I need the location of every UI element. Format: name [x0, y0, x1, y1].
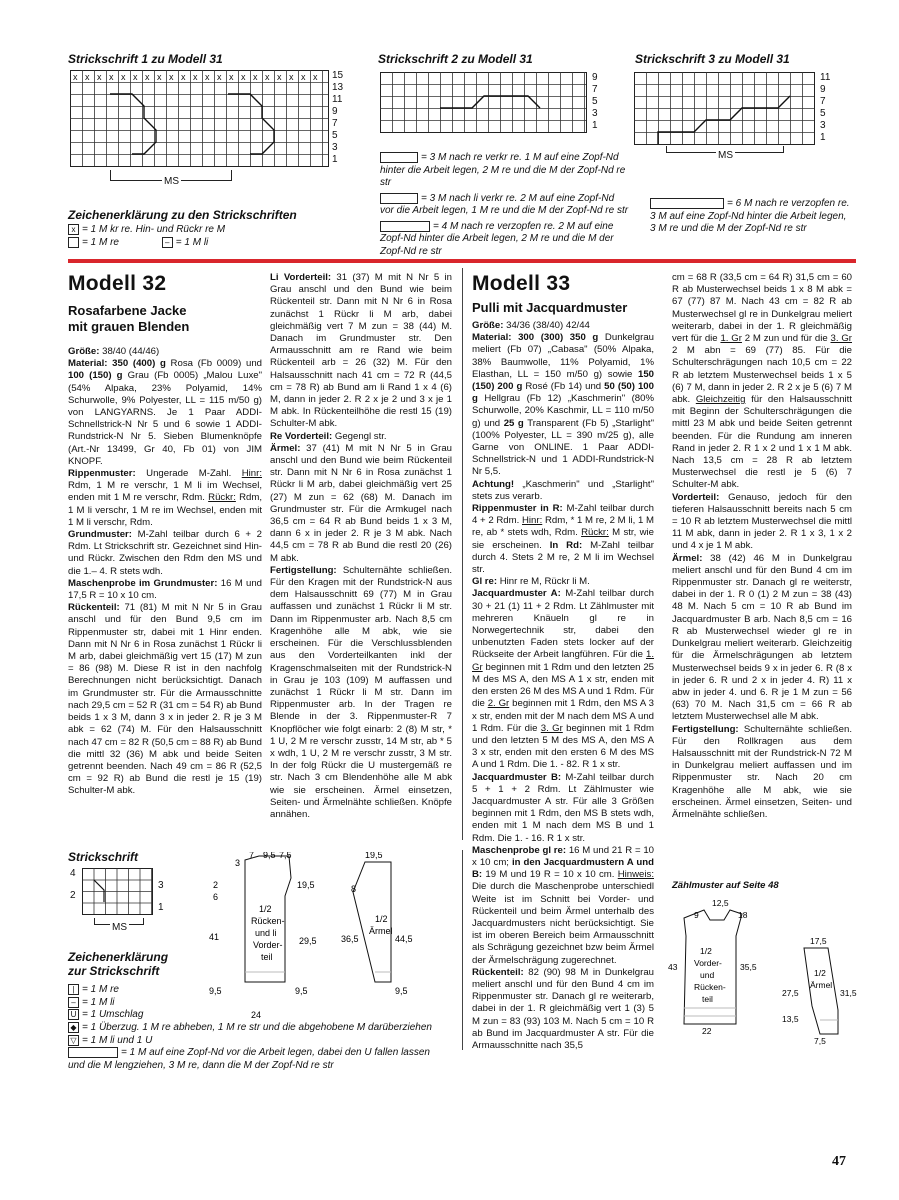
row-num: 9	[820, 84, 826, 95]
chart2-svg	[380, 72, 588, 134]
paragraph: cm = 68 R (33,5 cm = 64 R) 31,5 cm = 60 R ab Musterwechsel beids 1 x 8 M abk = 67 (77) 87 M. Nach 43 cm = 82 R ab Musterwechsel gl re in Dunkelgrau meliert weiterarb, dabei in der 1. R gleichmäßig vert für die 1. Gr 2 M zun und für die 3. Gr 2 M abn = 69 (77) 85. Für die Schulterschrägungen nach 10,5 cm = 22 R ab letztem Musterwechsel beids 1 x 5 (6) 7 M, dann in jeder 2. R 2 x je 5 (6) 7 M abk. Gleichzeitig für den Halsausschnitt mit Beginn der Schulterschrägungen die mittl 23 M abk und beide Seiten getrennt beenden. Für die Rundung am inneren Rand in jeder 2. R 1 x 2 und 1 x 1 M abk. Nach 13,5 cm = 28 R ab letztem Musterwechsel die restl je 5 (6) 7 Schulter-M abk.	[672, 272, 852, 491]
paragraph: Rippenmuster in R: M-Zahl teilbar durch 4 + 2 Rdm. Hinr: Rdm, * 1 M re, 2 M li, 1 M re, ab * stets wdh, Rdm. Rückr: M str, wie sie erscheinen. In Rd: M-Zahl teilbar durch 4. Stets 2 M re, 2 M li im Wechsel str.	[472, 503, 655, 576]
column-rule	[462, 268, 463, 840]
dim: 19,5	[297, 880, 315, 890]
legend-text: = 1 M li und 1 U	[82, 1034, 153, 1046]
back-label-4: Vorder-	[253, 940, 283, 950]
chart1-cable-left	[110, 94, 156, 154]
chart3-row-numbers	[820, 72, 840, 144]
chart1-grid	[70, 70, 330, 173]
chart2-legend	[380, 152, 630, 258]
legend-title-line: zur Strickschrift	[68, 964, 160, 978]
row-num: 1	[592, 120, 598, 131]
dim: 43	[668, 962, 678, 972]
row-num: 5	[332, 130, 338, 141]
dim: 18	[738, 910, 748, 920]
body-label-3: und	[700, 970, 715, 980]
chart1-title: Strickschrift 1 zu Modell 31	[68, 52, 223, 66]
dim: 24	[251, 1010, 262, 1020]
model32-column1	[68, 346, 262, 798]
dim: 17,5	[810, 936, 827, 946]
model33-subtitle: Pulli mit Jacquardmuster	[472, 300, 628, 315]
cable-drop-icon	[68, 1047, 118, 1058]
body-label-1: 1/2	[700, 946, 712, 956]
back-label-1: 1/2	[259, 904, 272, 914]
chart2-cable	[440, 96, 540, 108]
legend-title-line: Zeichenerklärung	[68, 950, 169, 964]
paragraph: Größe: 38/40 (44/46)	[68, 346, 160, 357]
paragraph: Gl re: Hinr re M, Rückr li M.	[472, 576, 590, 588]
stitch-chart-title: Strickschrift	[68, 850, 139, 864]
model33-title: Modell 33	[472, 272, 571, 295]
row-num: 9	[332, 106, 338, 117]
dim: 44,5	[395, 934, 413, 944]
column-rule	[462, 850, 463, 1050]
row-num: 2	[70, 890, 76, 901]
row-num: 3	[592, 108, 598, 119]
subtitle-line: mit grauen Blenden	[68, 319, 190, 334]
schematic-32-svg	[205, 852, 445, 1024]
paragraph: Jacquardmuster A: M-Zahl teilbar durch 30 + 21 (1) 11 + 2 Rdm. Lt Zählmuster mit mehreren Knäueln gl re in Norwegertechnik str, dabei den unbenutzten Faden stets locker auf der Rückseite der Arbeit langführen. Für die 1. Gr beginnen mit 1 Rdm und den letzten 25 M des MS A, den MS A 1 x str, enden mit den ersten 26 M des MS A und 1 Rdm. Für die 2. Gr beginnen mit 1 Rdm, den MS A 3 x str, enden mit der M nach dem MS A und 1 Rdm. Für die 3. Gr beginnen mit 1 Rdm und den letzten 5 M des MS A, den MS A 3 x str, enden mit den ersten 6 M des MS A und 1 Rdm. Die 1. - 82. R 1 x str.	[472, 588, 655, 771]
paragraph: Material: 300 (300) 350 g Dunkelgrau meliert (Fb 07) „Cabasa" (50% Alpaka, 38% Baumwolle, 11% Polyamid, 1% Elasthan, LL = 150 m/50 g) sowie 150 (150) 200 g Rosé (Fb 14) und 50 (50) 100 g Hellgrau (Fb 12) „Kaschmerin" (80% Schurwolle, 20% Kaschmir, LL = 110 m/50 g) und 25 g Transparent (Fb 5) „Starlight" (100% Polyester, LL = 390 m/25 g), alle Garne von ONLINE. 1 Paar ADDI-Schnellstrick-N und 1 ADDI-Rundstrick-N Nr 5,5.	[472, 332, 655, 478]
cross-stitch-mark: x	[121, 72, 126, 82]
dim: 7,5	[279, 852, 292, 860]
sleeve-label-1: 1/2	[375, 914, 388, 924]
legend-title: Zeichenerklärung zu den Strickschriften	[68, 208, 297, 222]
purl-yo-icon: ▽	[68, 1035, 79, 1046]
paragraph: Ärmel: 37 (41) M mit N Nr 5 in Grau anschl und den Bund wie beim Rückenteil str. Dann mit N Nr 6 in Rosa zunächst 1 Rückr li M arb, dabei gleichmäßig vert 25 (27) M zun = 62 (68) M. Danach im Grundmuster str. Für die Armkugel nach 36,5 cm = 64 R ab Bund beids 1 x 3 M, dann 6 x in jeder 2. R je 3 M abk. Nach 44,5 cm = 78 R ab Bund die restl 20 (26) M abk.	[270, 442, 452, 564]
chart3-grid	[634, 72, 816, 151]
cross-stitch-mark: x	[73, 72, 78, 82]
dim: 36,5	[341, 934, 359, 944]
page-number: 47	[832, 1154, 846, 1169]
legend32-title	[68, 950, 168, 978]
row-num: 7	[592, 84, 598, 95]
cross-stitch-mark: x	[253, 72, 258, 82]
sleeve-label-2: Ärmel	[369, 926, 393, 936]
row-num: 3	[332, 142, 338, 153]
dim: 9	[694, 910, 699, 920]
row-num: 9	[592, 72, 598, 83]
cross-stitch-mark: x	[193, 72, 198, 82]
chart3-cable	[658, 96, 790, 144]
row-num: 7	[820, 96, 826, 107]
yarn-over-icon: U	[68, 1009, 79, 1020]
row-num: 3	[820, 120, 826, 131]
dim: 12,5	[712, 898, 729, 908]
chart2-title: Strickschrift 2 zu Modell 31	[378, 52, 533, 66]
dim: 2	[213, 880, 219, 890]
legend-text: = 1 M kr re. Hin- und Rückr re M	[82, 224, 226, 236]
row-num: 1	[820, 132, 826, 143]
dim: 7	[249, 852, 255, 860]
row-num: 11	[820, 72, 831, 83]
cross-stitch-mark: x	[157, 72, 162, 82]
cross-stitch-mark: x	[133, 72, 138, 82]
paragraph: Re Vorderteil: Gegengl str.	[270, 430, 387, 442]
schematic-33-svg	[664, 896, 860, 1046]
dim: 41	[209, 932, 220, 942]
legend-text: = 1 Überzug. 1 M re abheben, 1 M re str und die abgehobene M darüberziehen	[82, 1022, 432, 1034]
stitch-chart-svg	[82, 868, 154, 916]
dim: 35,5	[740, 962, 757, 972]
cable-right-3-icon	[380, 152, 418, 163]
row-num: 1	[158, 902, 164, 913]
cross-stitch-icon: x	[68, 224, 79, 235]
legend-text: = 1 Umschlag	[82, 1009, 144, 1021]
dim: 13,5	[782, 1014, 799, 1024]
cross-stitch-mark: x	[301, 72, 306, 82]
sleeve-label-1: 1/2	[814, 968, 826, 978]
cross-stitch-mark: x	[265, 72, 270, 82]
paragraph: Fertigstellung: Schulternähte schließen. Für den Kragen mit der Rundstrick-N aus dem Halsausschnitt 69 (77) M in Grau auffassen und zunächst 1 Rückr li M str. Dann im Rippenmuster arb. Nach 8,5 cm Kragenhöhe alle M abk, wie sie erscheinen. Für die Verschlussblenden aus den Vorderteilkanten inkl der Kragenschmalseiten mit der Rundstrick-N in Grau je 103 (109) M auffassen und zunächst 1 Rückr li M str. Dann im Rippenmuster arb. In der Tragen re Blende in der 3. Rippenmuster-R 7 Knopflöcher wie folgt einarb: 2 (8) M str, * 1 U, 2 M re verschr zusstr, 14 M str, ab * 5 x wdh, 1 U, 2 M re verschr zusstr, 3 M str. In der folg Rückr die U mustergemäß re str. Nach 3 cm Blendenhöhe alle M abk wie sie erscheinen. Ärmel einsetzen, Seiten- und Ärmelnähte schließen. Knöpfe annähen.	[270, 564, 452, 820]
dim: 22	[702, 1026, 712, 1036]
legend-text: = 3 M nach re verkr re. 1 M auf eine Zopf-Nd hinter die Arbeit legen, 2 M re und die M der Zopf-Nd re str	[380, 152, 626, 189]
legend-text: = 1 M li	[175, 236, 209, 248]
cross-stitch-mark: x	[217, 72, 222, 82]
legend-text: = 1 M re	[82, 984, 119, 996]
row-num: 1	[332, 154, 338, 165]
back-label-3: und li	[255, 928, 277, 938]
chart3-ms: MS	[718, 150, 733, 161]
chart1-svg	[70, 70, 330, 168]
model32-subtitle	[68, 303, 189, 335]
dim: 6	[213, 892, 219, 902]
sleeve-outline	[804, 948, 838, 1034]
cross-stitch-mark: x	[289, 72, 294, 82]
chart2-row-numbers	[592, 72, 612, 132]
zaehlmuster-note: Zählmuster auf Seite 48	[672, 880, 779, 891]
cross-stitch-mark: x	[169, 72, 174, 82]
stitch-ms: MS	[112, 922, 127, 933]
paragraph: Li Vorderteil: 31 (37) M mit N Nr 5 in Grau anschl und den Bund wie beim Rückenteil str. Dann mit N Nr 6 in Rosa zunächst 1 Rückr li M arb, dabei gleichmäßig vert 7 M zun = 38 (44) M. Danach im Grundmuster str. Den Armausschnitt am re Rand wie beim Rückenteil arb = 26 (32) M. Für den Halsausschnitt nach 41 cm = 72 R (44,5 cm = 78 R) ab Bund am li Rand 1 x 4 (6) M, dann in jeder 2. R 2 x je 2 und 3 x je 1 M abk. In Rückenteilhöhe die restl 15 (19) Schulter-M abk.	[270, 272, 452, 430]
legend-text: = 4 M nach re verzopfen re. 2 M auf eine Zopf-Nd hinter die Arbeit legen, 2 M re und die M der Zopf-Nd re str	[380, 220, 614, 257]
cross-stitch-mark: x	[145, 72, 150, 82]
legend-text: = 1 M li	[82, 996, 115, 1008]
cable-right-6-icon	[650, 198, 724, 209]
model33-column4	[672, 272, 852, 821]
chart3-title: Strickschrift 3 zu Modell 31	[635, 52, 790, 66]
dim: 27,5	[782, 988, 799, 998]
paragraph: Grundmuster: M-Zahl teilbar durch 6 + 2 Rdm. Lt Strickschrift str. Gezeichnet sind Hin- und Rückr. Zwischen den Rdm den MS und die 1.– 4. R stets wdh.	[68, 529, 262, 577]
model33-column3	[472, 320, 654, 1052]
cross-stitch-mark: x	[277, 72, 282, 82]
chart1-cable-right	[228, 94, 274, 154]
row-num: 4	[70, 868, 76, 879]
back-label-5: teil	[261, 952, 273, 962]
cross-stitch-mark: x	[205, 72, 210, 82]
schematic-33	[664, 896, 860, 1048]
cross-stitch-mark: x	[313, 72, 318, 82]
dim: 7,5	[814, 1036, 826, 1046]
subtitle-line: Rosafarbene Jacke	[68, 303, 187, 318]
chart1-row-numbers	[332, 70, 352, 166]
paragraph: Material: 350 (400) g Rosa (Fb 0009) und 100 (150) g Grau (Fb 0005) „Malou Luxe" (54% Alpaka, 23% Polyamid, 14% Schurwolle, 9% Polyester, LL = 115 m/50 g) von LANGYARNS. Je 1 Paar ADDI-Schnellstrick-N Nr 5 und 6 sowie 1 ADDI-Rundstrick-N Nr 5. Sieben Blumenknöpfe (Art.-Nr 13499, Gr 40, Fb 01) von JIM KNOPF.	[68, 358, 262, 467]
knit-icon	[68, 237, 79, 248]
sleeve-label-2: Ärmel	[810, 980, 833, 990]
row-num: 15	[332, 70, 344, 81]
dim: 9,5	[209, 986, 222, 996]
purl-icon: –	[162, 237, 173, 248]
paragraph: Maschenprobe im Grundmuster: 16 M und 17,5 R = 10 x 10 cm.	[68, 577, 262, 602]
cross-stitch-mark: x	[109, 72, 114, 82]
legend-text: = 1 M auf eine Zopf-Nd vor die Arbeit legen, dabei den U fallen lassen und die M lengziehen, 3 M re, dann die M der Zopf-Nd re str	[68, 1047, 430, 1071]
dim: 8	[351, 884, 357, 894]
paragraph: Maschenprobe gl re: 16 M und 21 R = 10 x 10 cm; in den Jacquardmustern A und B: 19 M und 19 R = 10 x 10 cm. Hinweis: Die durch die Maschenprobe unterschiedl Weite ist im Schnitt bei Vorder- und Rückenteil und beim Ärmel unterhalb des Jacquardmusters nicht berücksichtigt. Sie ist im oberen Bereich beim Armausschnitt als Schrägung gezeichnet bzw beim Ärmel der Ärmelschrägung zugerechnet.	[472, 844, 655, 966]
dim: 19,5	[365, 852, 383, 860]
back-label-2: Rücken-	[251, 916, 285, 926]
body-label-2: Vorder-	[694, 958, 722, 968]
paragraph: Rückenteil: 82 (90) 98 M in Dunkelgrau meliert anschl und für den Bund 4 cm im Rippenmuster str. Danach gl re weiterarb, dabei in der 1. R gleichmäßig vert 1 (3) 5 M zun = 83 (93) 103 M. Nach 5 cm = 10 R ab Bund im Jacquardmuster A str. Für die Armausschnitte nach 35,5	[472, 966, 654, 1051]
legend-text: = 6 M nach re verzopfen re. 3 M auf eine Zopf-Nd hinter die Arbeit legen, 3 M re und die M der Zopf-Nd re str	[650, 198, 850, 235]
dim: 3	[235, 858, 241, 868]
dim: 9,5	[395, 986, 408, 996]
model32-column2	[270, 272, 452, 821]
chart-legend	[68, 224, 368, 249]
row-num: 5	[820, 108, 826, 119]
chart3-svg	[634, 72, 816, 146]
legend-text: = 3 M nach li verkr re. 2 M auf eine Zopf-Nd vor die Arbeit legen, 1 M re und die M der Zopf-Nd re str	[380, 192, 629, 217]
dim: 31,5	[840, 988, 857, 998]
body-label-5: teil	[702, 994, 713, 1004]
body-label-4: Rücken-	[694, 982, 726, 992]
paragraph: Größe: 34/36 (38/40) 42/44	[472, 320, 590, 331]
cable-right-4-icon	[380, 221, 430, 232]
dim: 9,5	[295, 986, 308, 996]
cross-stitch-mark: x	[229, 72, 234, 82]
stitch-row-numbers-right	[158, 880, 164, 914]
stitch-symbol	[94, 880, 104, 902]
paragraph: Vorderteil: Genauso, jedoch für den tieferen Halsausschnitt bereits nach 5 cm = 10 R ab letztem Musterwechsel die mittl 11 M abk, dann in jeder 2. R 1 x 3, 1 x 2 und 4 x je 1 M abk.	[672, 491, 852, 552]
cross-stitch-mark: x	[85, 72, 90, 82]
purl-icon: –	[68, 997, 79, 1008]
paragraph: Achtung! „Kaschmerin" und „Starlight" stets zus verarb.	[472, 478, 654, 502]
paragraph: Jacquardmuster B: M-Zahl teilbar durch 5 + 1 + 2 Rdm. Lt Zählmuster wie Jacquardmuster A str. Für alle 3 Größen beginnen mit 1 Rdm, den MS B stets wdh, enden mit 1 M nach dem MS B und 1 Rdm. Die 1. - 16. R 1 x str.	[472, 771, 655, 844]
row-num: 11	[332, 94, 343, 105]
section-divider	[68, 259, 856, 263]
cross-stitch-mark: x	[97, 72, 102, 82]
chart3-legend	[650, 198, 850, 236]
paragraph: Ärmel: 38 (42) 46 M in Dunkelgrau meliert anschl und für den Bund 4 cm im Rippenmuster str. Danach gl re weiterstr, dabei in der 1. R 0 (1) 2 M zun = 38 (43) 48 M. Nach 5 cm = 10 R ab Bund im Jacquardmuster B arb. Nach 8,5 cm = 16 R ab Musterwechsel wieder gl re in Dunkelgrau meliert weiterarb. Gleichzeitig für die Ärmelschrägungen ab letztem Musterwechsel beids 9 x in jeder 6. R (8 x in jeder 6. R und 2 x in jeder 4. R) 11 x abw in jeder 4. und 6. R je 1 M zun = 56 (63) 70 M. Nach 31,5 cm = 66 R ab letztem Musterwechsel alle M abk.	[672, 552, 852, 723]
paragraph: Fertigstellung: Schulternähte schließen. Für den Rollkragen aus dem Halsausschnitt mit der Rundstrick-N 72 M in Dunkelgrau meliert auffassen und im Rippenmuster str. Nach 20 cm Kragenhöhe alle M abk, wie sie erscheinen. Ärmel einsetzen, Seiten- und Ärmelnähte schließen.	[672, 723, 852, 820]
chart1-ms: MS	[164, 176, 179, 187]
stitch-row-numbers	[70, 868, 76, 902]
cross-stitch-mark: x	[181, 72, 186, 82]
row-num: 13	[332, 82, 344, 93]
schematic-32	[205, 852, 445, 1026]
chart2-grid	[380, 72, 588, 139]
model32-title: Modell 32	[68, 272, 167, 295]
row-num: 3	[158, 880, 164, 891]
paragraph: Rippenmuster: Ungerade M-Zahl. Hinr: Rdm, 1 M re verschr, 1 M li im Wechsel, enden mit 1 M re verschr, Rdm. Rückr: Rdm, 1 M li verschr, 1 M re im Wechsel, enden mit 1 M li verschr, Rdm.	[68, 468, 262, 528]
paragraph: Rückenteil: 71 (81) M mit N Nr 5 in Grau anschl und für den Bund 9,5 cm im Rippenmuster str, dabei mit 1 Hinr enden. Dann mit N Nr 6 in Rosa zunächst 1 Rückr li M arb, dabei gleichmäßig vert 15 (17) M zun = 86 (98) M. Diese R ist in den nachfolg Berechnungen nicht berücksichtigt. Danach im Grundmuster str. Für die Armausschnitte nach 29,5 cm = 52 R (31 cm = 54 R) ab Bund beids 1 x 3 M, dann 3 x in jeder 2. R je 3 M abk = 62 (74) M. Für den Halsausschnitt nach 47 cm = 82 R (50,5 cm = 88 R) ab Bund die mittl 32 (36) M abk und beide Seiten getrennt beenden. Nach 49 cm = 86 R (52,5 cm = 92 R) ab Bund die restl je 15 (19) Schulter-M abk.	[68, 602, 262, 797]
row-num: 7	[332, 118, 338, 129]
stitch-chart	[82, 868, 154, 921]
cross-stitch-mark: x	[241, 72, 246, 82]
legend-text: = 1 M re	[82, 236, 119, 248]
knit-icon: |	[68, 984, 79, 995]
cable-left-3-icon	[380, 193, 418, 204]
row-num: 5	[592, 96, 598, 107]
dim: 29,5	[299, 936, 317, 946]
dim: 9,5	[263, 852, 276, 860]
slip-over-icon: ◆	[68, 1022, 79, 1033]
